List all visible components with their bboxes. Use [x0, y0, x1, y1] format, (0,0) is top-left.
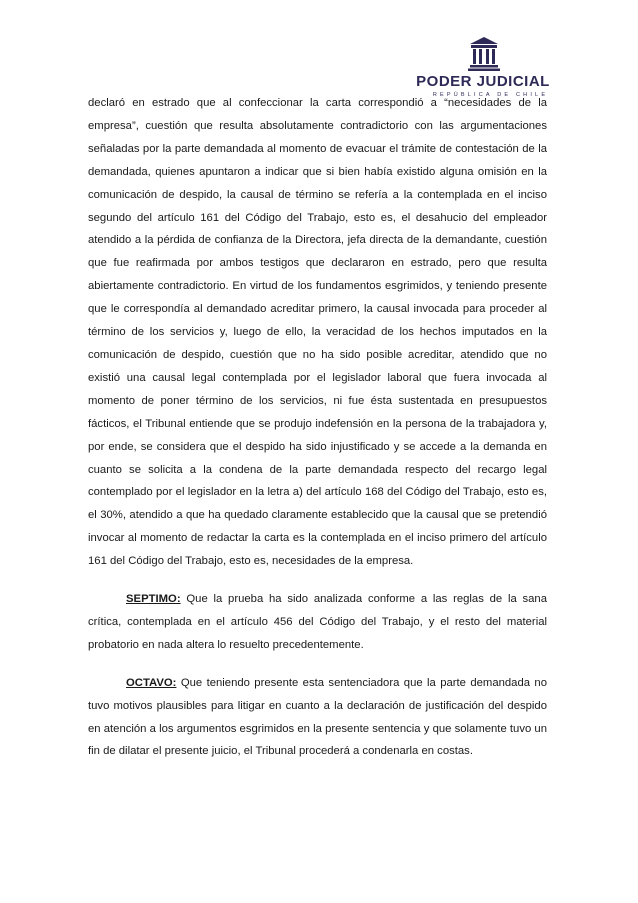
logo-subtitle: REPÚBLICA DE CHILE: [432, 92, 549, 98]
paragraph-septimo: [88, 588, 547, 657]
paragraph-octavo: [88, 672, 547, 764]
octavo-heading: OCTAVO:: [126, 676, 177, 689]
poder-judicial-logo: [408, 36, 558, 100]
logo-title: PODER JUDICIAL: [416, 73, 550, 90]
courthouse-icon: [468, 36, 500, 72]
septimo-heading: SEPTIMO:: [126, 593, 181, 606]
document-body: [88, 92, 547, 763]
septimo-text: Que la prueba ha sido analizada conforme a las reglas de la sana crítica, contemplada en el artículo 456 del Código del Trabajo, y el resto del material probatorio en nada altera lo resuelto precedentemente.: [88, 593, 547, 651]
octavo-text: Que teniendo presente esta sentenciadora que la parte demandada no tuvo motivos plausibles para litigar en cuanto a la declaración de justificación del despido en atención a los argumentos esgrimidos en la presente sentencia y que solamente tuvo un fin de dilatar el presente juicio, el Tribunal procederá a condenarla en costas.: [88, 676, 547, 758]
paragraph-continuation: declaró en estrado que al confeccionar la carta correspondió a “necesidades de la empresa”, cuestión que resulta absolutamente contradictorio con las argumentaciones señaladas por la parte demandada al momento de evacuar el trámite de contestación de la demandada, quienes apuntaron a indicar que si bien había existido alguna omisión en la comunicación de despido, la causal de término se refería a la contemplada en el inciso segundo del artículo 161 del Código del Trabajo, esto es, el desahucio del empleador atendido a la pérdida de confianza de la Directora, jefa directa de la demandante, cuestión que fue reafirmada por ambos testigos que declararon en estrado, pero que resulta abiertamente contradictorio. En virtud de los fundamentos esgrimidos, y teniendo presente que le correspondía al demandado acreditar primero, la causal invocada para proceder al término de los servicios y, luego de ello, la veracidad de los hechos imputados en la comunicación de despido, cuestión que no ha sido posible acreditar, atendido que no existió una causal legal contemplada por el legislador laboral que fuera invocada al momento de poner término de los servicios, ni fue ésta sustentada en presupuestos fácticos, el Tribunal entiende que se produjo indefensión en la persona de la trabajadora y, por ende, se considera que el despido ha sido injustificado y se accede a la demanda en cuanto se solicita a la condena de la parte demandada respecto del recargo legal contemplado por el legislador en la letra a) del artículo 168 del Código del Trabajo, esto es, el 30%, atendido a que ha quedado claramente establecido que la causal que se pretendió invocar al momento de redactar la carta es la contemplada en el inciso primero del artículo 161 del Código del Trabajo, esto es, necesidades de la empresa.: [88, 97, 547, 568]
